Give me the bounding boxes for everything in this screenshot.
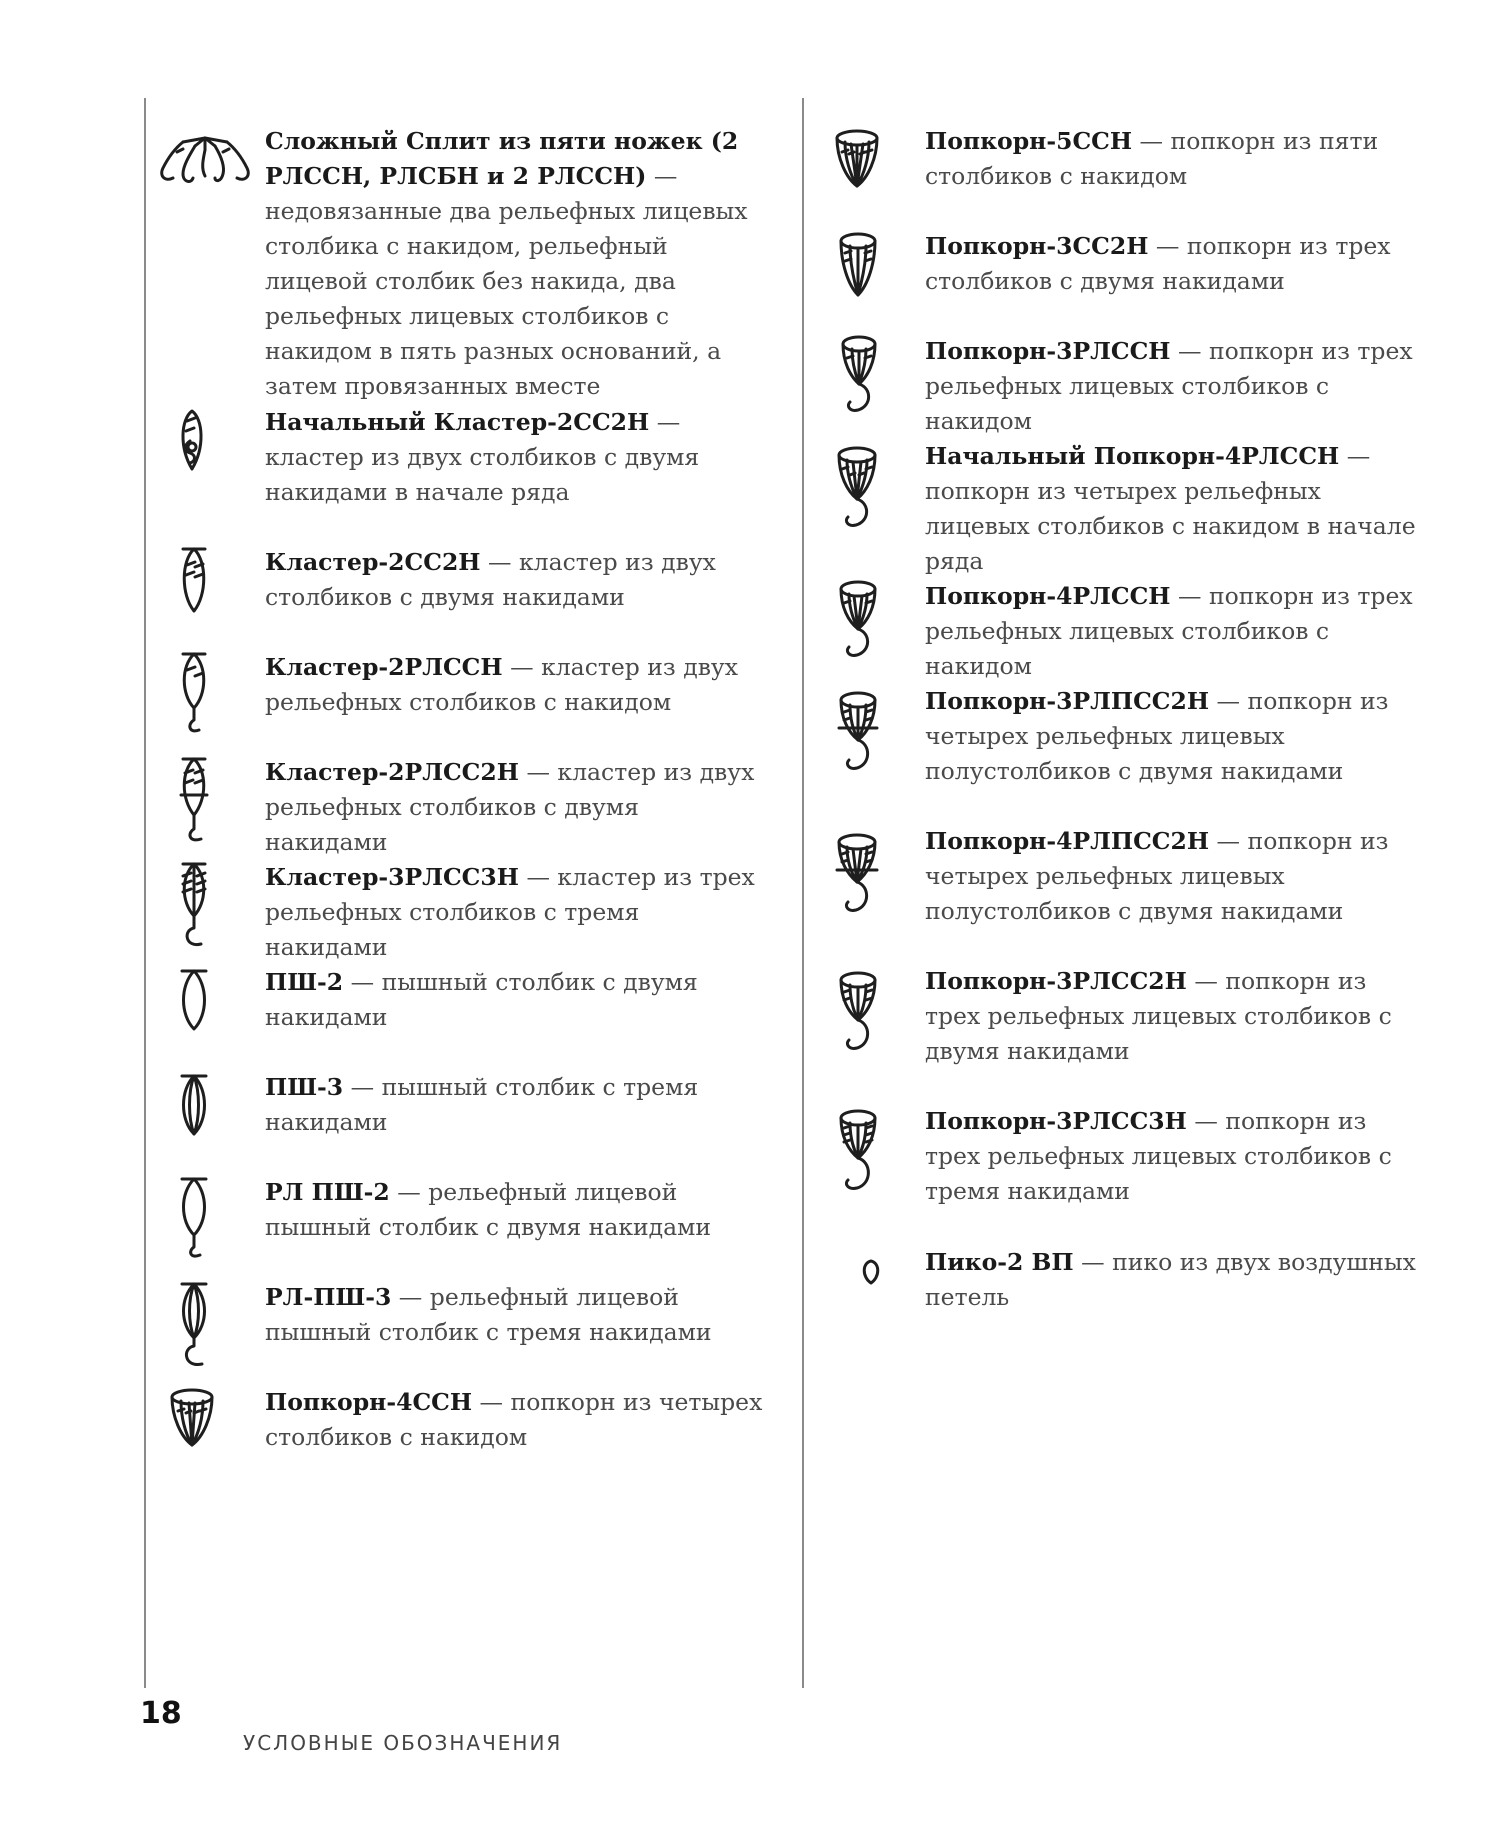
entry-term: Попкорн-3РЛСС2Н [925,967,1187,995]
dash: — [526,863,550,891]
picot-icon [860,1257,882,1287]
dash: — [397,1178,421,1206]
popcorn-3-2n-icon [836,231,880,299]
entry-term: Попкорн-5ССН [925,127,1133,155]
starting-popcorn-4-relief-icon [834,445,880,529]
entry-desc: попкорн из четырех столбиков с накидом [265,1388,763,1451]
section-title: УСЛОВНЫЕ ОБОЗНАЧЕНИЯ [243,1731,563,1755]
entry-term: Начальный Попкорн-4РЛССН [925,442,1340,470]
dash: — [510,653,534,681]
entry-term: РЛ-ПШ-3 [265,1283,392,1311]
entry-term: Попкорн-3РЛСС3Н [925,1107,1187,1135]
entry-desc: кластер из трех рельефных столбиков с тремя накидами [265,863,755,961]
entry-term: Кластер-2РЛСС2Н [265,758,519,786]
dash: — [1194,967,1218,995]
starting-cluster-icon [175,407,209,473]
dash: — [1194,1107,1218,1135]
entry-term: Кластер-3РЛСС3Н [265,863,519,891]
dash: — [1155,232,1180,260]
dash: — [1346,442,1371,470]
dash: — [398,1283,423,1311]
entry-term: Попкорн-4ССН [265,1388,473,1416]
puff-3-icon [178,1072,210,1138]
entry-term: Попкорн-3РЛССН [925,337,1171,365]
entry-desc: попкорн из четырех рельефных лицевых полустолбиков с двумя накидами [925,827,1389,925]
entry-desc: попкорн из четырех рельефных лицевых столбиков с накидом в начале ряда [925,477,1416,575]
entry-desc: попкорн из трех рельефных лицевых столбиков с накидом [925,337,1413,435]
dash: — [1178,337,1202,365]
dash: — [350,968,375,996]
dash: — [1216,687,1241,715]
entry-term: ПШ-3 [265,1073,344,1101]
center-column-rule [802,98,804,1688]
popcorn-4-relief-icon [836,579,880,659]
entry-term: РЛ ПШ-2 [265,1178,390,1206]
entry-desc: рельефный лицевой пышный столбик с тремя накидами [265,1283,712,1346]
entry-term: Кластер-2РЛССН [265,653,503,681]
dash: — [1081,1248,1105,1276]
dash: — [1139,127,1164,155]
entry-term: Попкорн-4РЛПСС2Н [925,827,1210,855]
entry-desc: недовязанные два рельефных лицевых столбика с накидом, рельефный лицевой столбик без накида, два рельефных лицевых столбиков с накидом в пять разных оснований, а затем провязанных вместе [265,197,748,400]
dash: — [1216,827,1241,855]
entry-term: Кластер-2СС2Н [265,548,481,576]
entry-term: Начальный Кластер-2СС2Н [265,408,650,436]
cluster-2-icon [177,545,211,615]
puff-2-icon [178,967,210,1033]
entry-term: Попкорн-3РЛПСС2Н [925,687,1210,715]
entry-desc: кластер из двух рельефных столбиков с двумя накидами [265,758,755,856]
popcorn-3-relief-3n-icon [836,1108,880,1194]
entry-desc: пико из двух воздушных петель [925,1248,1416,1311]
cluster-3-relief-icon [177,860,211,952]
entry-term: Пико-2 ВП [925,1248,1074,1276]
entry-desc: попкорн из трех столбиков с двумя накидами [925,232,1391,295]
dash: — [656,408,681,436]
cluster-2-relief-2n-icon [177,755,211,847]
dash: — [653,162,678,190]
relief-puff-2-icon [178,1175,212,1261]
page-number: 18 [140,1696,182,1731]
entry-desc: кластер из двух рельефных столбиков с накидом [265,653,739,716]
popcorn-4-icon [167,1387,217,1449]
left-column-rule [144,98,146,1688]
popcorn-3-relief-icon [838,334,880,414]
entry-desc: кластер из двух столбиков с двумя накидами в начале ряда [265,443,700,506]
entry-desc: попкорн из пяти столбиков с накидом [925,127,1379,190]
entry-term: ПШ-2 [265,968,344,996]
entry-term: Сложный Сплит из пяти ножек (2 РЛССН, РЛСБН и 2 РЛССН) [265,127,739,190]
entry-desc: попкорн из четырех рельефных лицевых полустолбиков с двумя накидами [925,687,1389,785]
dash: — [479,1388,504,1416]
entry-desc: пышный столбик с тремя накидами [265,1073,699,1136]
popcorn-3-relief-half-icon [836,690,880,774]
popcorn-3-relief-2n-icon [836,970,880,1054]
dash: — [350,1073,375,1101]
entry-desc: рельефный лицевой пышный столбик с двумя накидами [265,1178,712,1241]
dash: — [487,548,512,576]
entry-desc: попкорн из трех рельефных лицевых столбиков с накидом [925,582,1413,680]
entry-term: Попкорн-4РЛССН [925,582,1171,610]
entry-desc: пышный столбик с двумя накидами [265,968,698,1031]
entry-desc: кластер из двух столбиков с двумя накидами [265,548,716,611]
dash: — [526,758,550,786]
entry-term: Попкорн-3СС2Н [925,232,1149,260]
dash: — [1178,582,1202,610]
relief-puff-3-icon [178,1280,212,1370]
cluster-2-relief-icon [177,650,211,738]
entry-desc: попкорн из трех рельефных лицевых столбиков с тремя накидами [925,1107,1392,1205]
entry-desc: попкорн из трех рельефных лицевых столбиков с двумя накидами [925,967,1392,1065]
split-five-legs-icon [153,132,257,192]
popcorn-5-icon [832,128,882,190]
popcorn-4-relief-half-icon [834,832,880,916]
